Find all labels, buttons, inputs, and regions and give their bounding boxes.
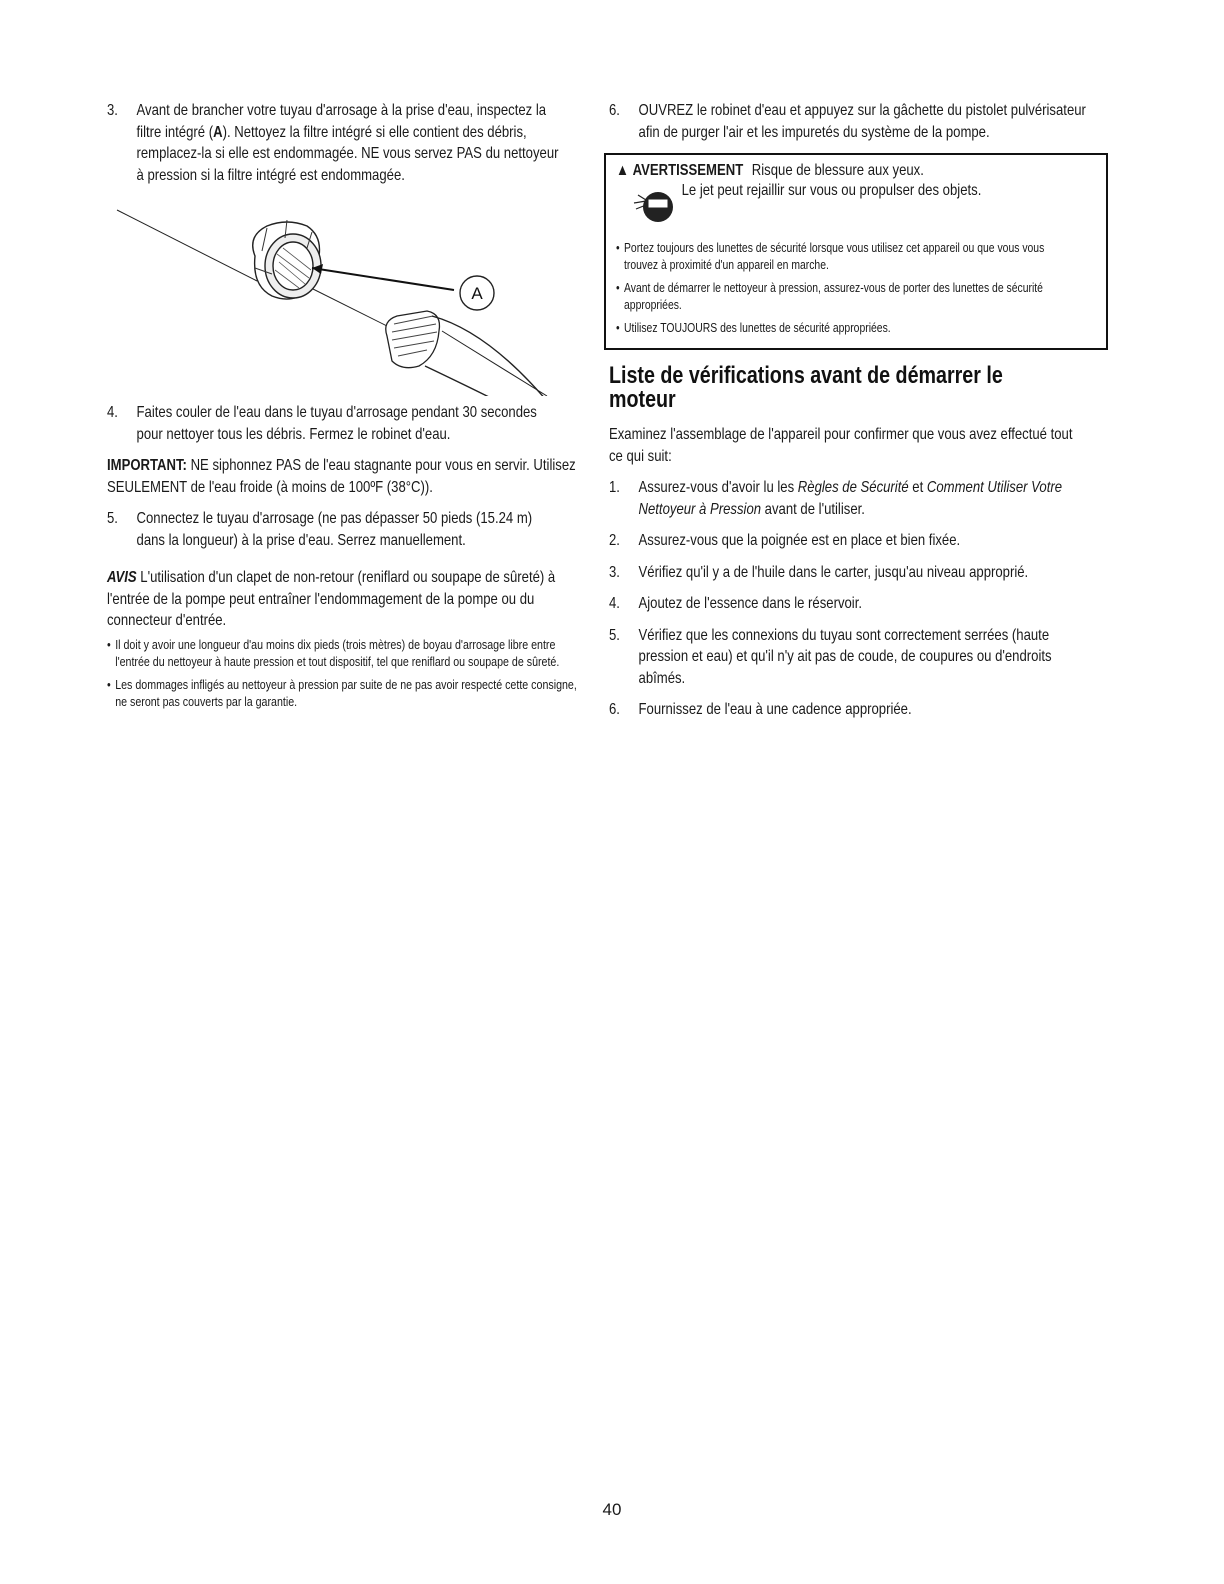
item-text: Assurez-vous que la poignée est en place et bien fixée.: [638, 532, 961, 549]
checklist-item-6: [609, 699, 1109, 721]
warning-title: Risque de blessure aux yeux.: [751, 162, 924, 179]
checklist-item-5: [609, 625, 1109, 690]
filter-callout: A: [213, 123, 223, 141]
hose-filter-illustration: [107, 196, 537, 396]
callout-label: A: [471, 284, 483, 303]
step-number: 3.: [107, 102, 118, 119]
important-note: [107, 455, 579, 498]
hose-filter-drawing: [107, 196, 567, 396]
avis-bullets: [107, 636, 579, 710]
item-number: 4.: [609, 595, 620, 612]
step-4: [107, 402, 582, 445]
important-label: IMPORTANT:: [107, 457, 187, 474]
important-text: NE siphonnez PAS de l'eau stagnante pour vous en servir. Utilisez SEULEMENT de l'eau froide (à moins de 100ºF (38°C)).: [107, 457, 576, 496]
section-heading: Liste de vérifications avant de démarrer le moteur: [609, 362, 1003, 413]
right-column: [609, 100, 1109, 731]
item-text: Vérifiez qu'il y a de l'huile dans le carter, jusqu'au niveau approprié.: [638, 563, 1029, 581]
step-text: OUVREZ le robinet d'eau et appuyez sur la gâchette du pistolet pulvérisateur afin de purger l'air et les impuretés du système de la pompe.: [638, 102, 1086, 141]
step-text: Avant de brancher votre tuyau d'arrosage à la prise d'eau, inspectez la filtre intégré (A). Nettoyez la filtre intégré si elle contient des débris, remplacez-la si elle est endommagée. NE vous servez PAS du nettoyeur à pression si la filtre intégré est endommagée.: [136, 102, 559, 184]
warning-bullet: • Portez toujours des lunettes de sécurité lorsque vous utilisez cet appareil ou que vous vous trouvez à proximité d'un appareil en marche.: [616, 239, 1080, 273]
item-text: Assurez-vous d'avoir lu les Règles de Sécurité et Comment Utiliser Votre Nettoyeur à Pression avant de l'utiliser.: [638, 479, 1063, 518]
warning-bullets: [616, 239, 1080, 336]
step-number: 6.: [609, 102, 620, 119]
step-6: [609, 100, 1109, 143]
step-number: 5.: [107, 510, 118, 527]
warning-label: AVERTISSEMENT: [632, 162, 744, 179]
checklist-item-2: [609, 530, 1109, 552]
step-text: Faites couler de l'eau dans le tuyau d'arrosage pendant 30 secondes pour nettoyer tous les débris. Fermez le robinet d'eau.: [136, 404, 537, 443]
left-column: [107, 100, 582, 716]
avis-text: L'utilisation d'un clapet de non-retour (reniflard ou soupape de sûreté) à l'entrée de la pompe peut entraîner l'endommagement de la pompe ou du connecteur d'entrée.: [107, 569, 556, 629]
page-number: 40: [602, 1500, 622, 1519]
warning-bullet: • Avant de démarrer le nettoyeur à pression, assurez-vous de porter des lunettes de sécurité appropriées.: [616, 279, 1080, 313]
checklist-item-3: [609, 562, 1109, 584]
warning-triangle-icon: ▲: [616, 162, 629, 179]
checklist-item-4: [609, 593, 1109, 615]
avis-label: AVIS: [107, 569, 137, 586]
avis-bullet: • Il doit y avoir une longueur d'au moins dix pieds (trois mètres) de boyau d'arrosage libre entre l'entrée du nettoyeur à haute pression et tout dispositif, tel que reniflard ou soupape de sûreté.: [107, 636, 579, 670]
checklist-item-1: [609, 477, 1109, 520]
item-number: 3.: [609, 563, 620, 581]
avis-bullet: • Les dommages infligés au nettoyeur à pression par suite de ne pas avoir respecté cette consigne, ne seront pas couverts par la garantie.: [107, 676, 579, 710]
item-text: Vérifiez que les connexions du tuyau sont correctement serrées (haute pression et eau) et qu'il n'y ait pas de coude, de coupures ou d'endroits abîmés.: [638, 626, 1052, 687]
avis-note: [107, 567, 579, 632]
step-5: [107, 508, 582, 551]
item-number: 2.: [609, 532, 620, 549]
item-number: 6.: [609, 701, 620, 718]
warning-subtitle: Le jet peut rejaillir sur vous ou propulser des objets.: [681, 182, 982, 199]
warning-icon-row: [616, 181, 1096, 231]
item-number: 5.: [609, 626, 620, 644]
item-text: Fournissez de l'eau à une cadence appropriée.: [638, 701, 912, 718]
warning-bullet: • Utilisez TOUJOURS des lunettes de sécurité appropriées.: [616, 319, 1080, 336]
step-3: [107, 100, 582, 186]
step-number: 4.: [107, 404, 118, 421]
step-text: Connectez le tuyau d'arrosage (ne pas dépasser 50 pieds (15.24 m) dans la longueur) à la prise d'eau. Serrez manuellement.: [136, 510, 533, 549]
item-number: 1.: [609, 479, 620, 496]
eye-injury-warning: [604, 153, 1108, 350]
safety-rules-ref: Règles de Sécurité: [797, 479, 909, 496]
warning-header: [616, 161, 1088, 181]
usage-guide-ref: Comment Utiliser Votre Nettoyeur à Pression: [638, 479, 1063, 518]
item-text: Ajoutez de l'essence dans le réservoir.: [638, 595, 863, 612]
checklist-intro: Examinez l'assemblage de l'appareil pour confirmer que vous avez effectué tout ce qui suit:: [609, 426, 1073, 465]
